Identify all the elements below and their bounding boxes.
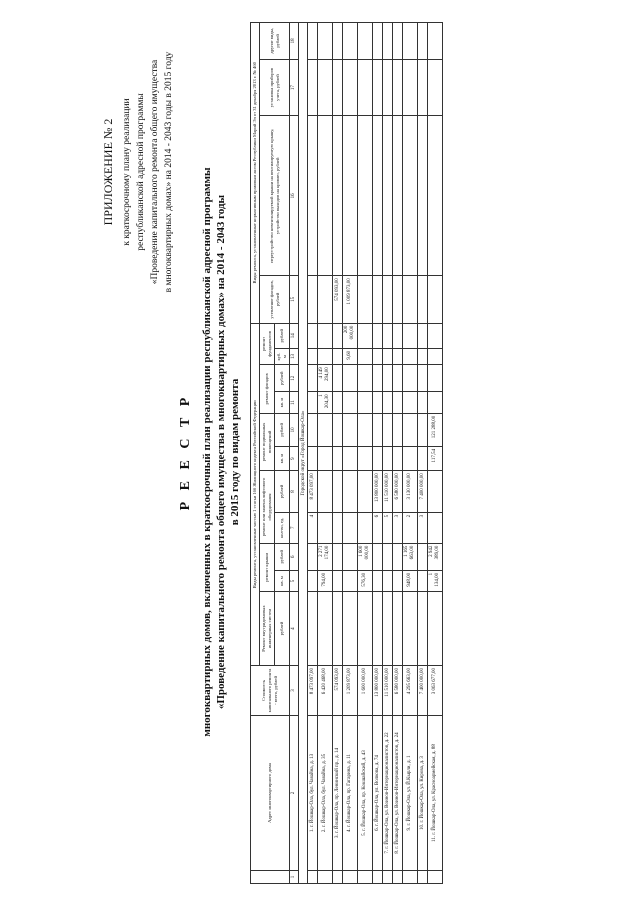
row-cell-c14 [428, 323, 443, 348]
row-cell-c8: 6 580 000,00 [393, 471, 403, 513]
row-cell-c12 [383, 365, 393, 392]
row-cell-c16 [428, 116, 443, 276]
row-cell-c13 [403, 348, 418, 364]
row-cell-c10: 121 288,00 [428, 413, 443, 446]
row-cell-c5: 948,00 [403, 570, 418, 591]
row-cell-c9 [383, 446, 393, 470]
row-num-cell [383, 871, 393, 884]
row-cell-c10 [393, 413, 403, 446]
row-cell-c4 [428, 592, 443, 666]
header-basement: ремонт подвальных помещений [260, 413, 275, 471]
col-num: 4 [290, 592, 299, 666]
row-cell-c5 [383, 570, 393, 591]
header-insulation: утепление фасадов, рублей [260, 276, 290, 323]
row-cell-c6 [383, 543, 393, 570]
row-cell-c7: 5 [383, 512, 393, 543]
row-cell-c14 [358, 323, 373, 348]
row-cell-c18 [308, 23, 318, 60]
row-cell-c6: 2 271 174,00 [318, 543, 333, 570]
row-cell-c13: 9,60 [343, 348, 358, 364]
row-cell-c6 [343, 543, 358, 570]
row-cell-c17 [308, 59, 318, 116]
header-num [251, 871, 290, 884]
unit-cbm: куб. м [275, 348, 290, 364]
row-cell-c6 [373, 543, 383, 570]
row-cell-c15 [403, 276, 418, 323]
row-cell-c12 [343, 365, 358, 392]
unit-qty: кол-во, ед. [275, 512, 290, 543]
column-numbers-row [290, 23, 299, 884]
row-cell-c9 [373, 446, 383, 470]
row-cell-c7 [343, 512, 358, 543]
row-cell-c10 [403, 413, 418, 446]
row-cell-c15 [428, 276, 443, 323]
row-cell-c16 [403, 116, 418, 276]
row-cell-c14 [308, 323, 318, 348]
row-cell-c8 [343, 471, 358, 513]
row-address: 1. г. Йошкар-Ола, бул. Чавайна, д. 13 [308, 716, 318, 871]
row-cell-c18 [418, 23, 428, 60]
col-num: 3 [290, 666, 299, 716]
header-meters: установка приборов учета, рублей [260, 59, 290, 116]
row-cell-c8 [333, 471, 343, 513]
row-cell-c16 [383, 116, 393, 276]
row-cell-c7: 3 [418, 512, 428, 543]
row-num-cell [418, 871, 428, 884]
row-cell-c14: 200 000,00 [343, 323, 358, 348]
row-cell-c5 [373, 570, 383, 591]
row-cell-c6 [308, 543, 318, 570]
row-cell-c18 [358, 23, 373, 60]
row-cell-c11 [383, 392, 393, 413]
row-num-cell [358, 871, 373, 884]
col-num: 7 [290, 512, 299, 543]
col-num: 8 [290, 471, 299, 513]
unit-rub: рублей [275, 543, 290, 570]
row-cell-c9 [403, 446, 418, 470]
col-num: 11 [290, 392, 299, 413]
row-cell-c18 [428, 23, 443, 60]
row-cell-c4 [308, 592, 318, 666]
unit-sqm: кв. м [275, 392, 290, 413]
registry-table [250, 22, 443, 884]
row-cell-c11 [333, 392, 343, 413]
col-num: 9 [290, 446, 299, 470]
row-cell-c9 [418, 446, 428, 470]
row-cell-c4 [373, 592, 383, 666]
row-cell-c14 [418, 323, 428, 348]
table-row [318, 23, 333, 884]
row-cell-c13 [358, 348, 373, 364]
row-address: 4. г. Йошкар-Ола, пр. Гагарина, д. 11 [343, 716, 358, 871]
unit-rub: рублей [275, 413, 290, 446]
row-cell-c13 [428, 348, 443, 364]
header-address: Адрес многоквартирного дома [251, 716, 290, 871]
row-cell-c7: 2 [403, 512, 418, 543]
title-line: в 2015 году по видам ремонта [229, 378, 241, 526]
row-cell-c17 [358, 59, 373, 116]
table-row [373, 23, 383, 884]
table-row [383, 23, 393, 884]
row-cell-c4 [318, 592, 333, 666]
title-line: «Проведение капитального ремонта общего имущества в многоквартирных домах» на 2014 - 2043 годы [215, 194, 227, 710]
row-address: 3. г. Йошкар-Ола, пр. Ленинский пр., д. 14 [333, 716, 343, 871]
row-address: 8. г. Йошкар-Ола, ул. Воинов-Интернационалистов, д. 24 [393, 716, 403, 871]
header-internal: Ремонт внутридомовых инженерных систем [260, 592, 275, 666]
row-num-cell [318, 871, 333, 884]
row-cell-c17 [393, 59, 403, 116]
row-cell-c6: 1 600 000,00 [358, 543, 373, 570]
rotated-document [100, 12, 540, 892]
row-cell-c15 [383, 276, 393, 323]
row-cell-c16 [418, 116, 428, 276]
row-cell-c13 [393, 348, 403, 364]
row-cell-c5: 576,30 [358, 570, 373, 591]
row-cell-c12 [333, 365, 343, 392]
row-cell-c17 [343, 59, 358, 116]
row-cell-c8 [318, 471, 333, 513]
header-facade: ремонт фасадов [260, 365, 275, 414]
row-cell-c9 [358, 446, 373, 470]
table-row [428, 23, 443, 884]
row-cost: 8 473 097,00 [308, 666, 318, 716]
row-cell-c8: 8 473 097,00 [308, 471, 318, 513]
row-cell-c12 [428, 365, 443, 392]
row-num-cell [308, 871, 318, 884]
row-cell-c6 [333, 543, 343, 570]
unit-sqm: кв. м [275, 446, 290, 470]
row-cell-c4 [393, 592, 403, 666]
col-num: 13 [290, 348, 299, 364]
row-cell-c11 [418, 392, 428, 413]
row-cell-c6: 2 942 389,00 [428, 543, 443, 570]
row-cost: 6 420 468,00 [318, 666, 333, 716]
header-group-rme: Виды ремонта, установленные нормативным правовым актом Республики Марий Эл от 31 декабря 2013 г. № 460 [251, 23, 260, 324]
row-cell-c10 [343, 413, 358, 446]
col-num: 1 [290, 871, 299, 884]
table-row [393, 23, 403, 884]
row-cell-c15 [318, 276, 333, 323]
table-row [333, 23, 343, 884]
row-cell-c8: 13 800 000,00 [373, 471, 383, 513]
row-cell-c18 [343, 23, 358, 60]
unit-sqm: кв. м [275, 570, 290, 591]
row-cell-c15 [393, 276, 403, 323]
row-cell-c14 [403, 323, 418, 348]
row-cell-c17 [383, 59, 393, 116]
row-num-cell [428, 871, 443, 884]
col-num: 15 [290, 276, 299, 323]
row-cost: 1 600 000,00 [358, 666, 373, 716]
appendix-block [100, 22, 176, 322]
row-cell-c18 [393, 23, 403, 60]
row-cell-c5 [393, 570, 403, 591]
row-cell-c7 [428, 512, 443, 543]
row-cell-c11 [343, 392, 358, 413]
table-row [343, 23, 358, 884]
row-cell-c14 [393, 323, 403, 348]
row-cell-c17 [373, 59, 383, 116]
row-cell-c18 [383, 23, 393, 60]
row-cell-c10 [418, 413, 428, 446]
row-cost: 13 800 000,00 [373, 666, 383, 716]
table-row [358, 23, 373, 884]
row-cell-c13 [308, 348, 318, 364]
row-cell-c7: 4 [308, 512, 318, 543]
header-group-166: Виды ремонта, установленные частью 1 статьи 166 Жилищного кодекса Российской Федерации [251, 323, 260, 665]
row-cell-c16 [373, 116, 383, 276]
col-num: 14 [290, 323, 299, 348]
col-num: 16 [290, 116, 299, 276]
row-cell-c9 [318, 446, 333, 470]
row-address: 7. г. Йошкар-Ола, ул. Воинов-Интернационалистов, д. 22 [383, 716, 393, 871]
row-cell-c4 [358, 592, 373, 666]
row-cell-c15 [358, 276, 373, 323]
row-cell-c10 [383, 413, 393, 446]
row-cell-c12 [358, 365, 373, 392]
row-cell-c12 [393, 365, 403, 392]
row-cell-c17 [428, 59, 443, 116]
row-cost: 1 209 873,00 [343, 666, 358, 716]
row-cell-c14 [383, 323, 393, 348]
header-rearrange: переустройство невентилируемой крыши на вентилируемую крышу, устройство выходов на кровлю, рублей [260, 116, 290, 276]
row-cell-c6 [393, 543, 403, 570]
col-num: 17 [290, 59, 299, 116]
row-cell-c15: 1 009 873,00 [343, 276, 358, 323]
row-cell-c16 [308, 116, 318, 276]
row-cell-c4 [403, 592, 418, 666]
row-cell-c6: 1 165 663,00 [403, 543, 418, 570]
header-other: другие виды, рублей [260, 23, 290, 60]
appendix-line: республиканской адресной программы [136, 93, 146, 251]
row-cell-c8: 3 130 000,00 [403, 471, 418, 513]
row-cell-c9: 117,54 [428, 446, 443, 470]
row-cost: 4 295 663,00 [403, 666, 418, 716]
header-row-1 [251, 23, 260, 884]
row-num-cell [393, 871, 403, 884]
row-cell-c5: 1 134,00 [428, 570, 443, 591]
row-cell-c7: 3 [393, 512, 403, 543]
row-cost: 6 580 000,00 [393, 666, 403, 716]
row-num-cell [343, 871, 358, 884]
row-cell-c11 [403, 392, 418, 413]
row-cell-c11 [308, 392, 318, 413]
row-cell-c9 [308, 446, 318, 470]
row-cell-c4 [418, 592, 428, 666]
col-num: 12 [290, 365, 299, 392]
section-row [299, 23, 308, 884]
row-cell-c18 [318, 23, 333, 60]
row-cell-c16 [393, 116, 403, 276]
section-title: Городской округ «Город Йошкар-Ола» [299, 23, 308, 884]
row-cell-c10 [358, 413, 373, 446]
row-cell-c12 [403, 365, 418, 392]
row-cost: 11 510 000,00 [383, 666, 393, 716]
row-cell-c14 [318, 323, 333, 348]
row-cell-c11 [393, 392, 403, 413]
table-body [308, 23, 443, 884]
header-foundation: ремонт фундаментов [260, 323, 275, 365]
row-cell-c9 [343, 446, 358, 470]
row-cell-c16 [358, 116, 373, 276]
row-cell-c4 [333, 592, 343, 666]
row-address: 6. г. Йошкар-Ола, ул. Волкова, д. 74 [373, 716, 383, 871]
row-cell-c5: 794,00 [318, 570, 333, 591]
unit-rub: рублей [275, 592, 290, 666]
col-num: 2 [290, 716, 299, 871]
col-num: 10 [290, 413, 299, 446]
row-cell-c11: 1 204,30 [318, 392, 333, 413]
row-cell-c15 [373, 276, 383, 323]
document-title [178, 42, 242, 862]
row-cell-c16 [333, 116, 343, 276]
appendix-line: к краткосрочному плану реализации [122, 98, 132, 246]
row-cell-c17 [333, 59, 343, 116]
row-cell-c7: 6 [373, 512, 383, 543]
row-cell-c18 [373, 23, 383, 60]
row-cell-c17 [318, 59, 333, 116]
row-num-cell [373, 871, 383, 884]
row-cell-c11 [358, 392, 373, 413]
row-cell-c5 [343, 570, 358, 591]
row-cost: 3 063 677,00 [428, 666, 443, 716]
appendix-line: «Проведение капитального ремонта общего имущества [150, 59, 160, 285]
row-address: 2. г. Йошкар-Ола, бул. Чавайна, д. 35 [318, 716, 333, 871]
row-cell-c12 [308, 365, 318, 392]
row-cell-c18 [333, 23, 343, 60]
row-cell-c17 [418, 59, 428, 116]
row-cell-c5 [418, 570, 428, 591]
row-cell-c8 [428, 471, 443, 513]
row-cell-c17 [403, 59, 418, 116]
row-cost: 7 400 000,00 [418, 666, 428, 716]
row-cell-c13 [418, 348, 428, 364]
row-cell-c11 [373, 392, 383, 413]
unit-rub: рублей [275, 323, 290, 348]
row-cell-c8: 11 510 000,00 [383, 471, 393, 513]
row-cell-c15 [418, 276, 428, 323]
row-cell-c5 [308, 570, 318, 591]
row-num-cell [403, 871, 418, 884]
table-row [308, 23, 318, 884]
row-cell-c16 [318, 116, 333, 276]
row-cell-c7 [333, 512, 343, 543]
appendix-line: в многоквартирных домах» на 2014 - 2043 годы в 2015 году [164, 51, 174, 293]
row-cell-c13 [383, 348, 393, 364]
col-num: 5 [290, 570, 299, 591]
row-cell-c6 [418, 543, 428, 570]
row-cell-c9 [393, 446, 403, 470]
header-roof: ремонт крыши [260, 543, 275, 592]
row-cell-c8 [358, 471, 373, 513]
row-cell-c4 [383, 592, 393, 666]
row-cell-c4 [343, 592, 358, 666]
row-cell-c8: 7 400 000,00 [418, 471, 428, 513]
header-cost: Стоимость капитального ремонта - всего, рублей [251, 666, 290, 716]
row-cell-c7 [318, 512, 333, 543]
unit-rub: рублей [275, 365, 290, 392]
row-cell-c10 [333, 413, 343, 446]
row-cell-c5 [333, 570, 343, 591]
row-cell-c7 [358, 512, 373, 543]
row-cell-c13 [373, 348, 383, 364]
row-cell-c15 [308, 276, 318, 323]
table-row [403, 23, 418, 884]
row-cell-c15: 574 093,00 [333, 276, 343, 323]
row-address: 9. г. Йошкар-Ола, ул. Й.Кырли, д. 1 [403, 716, 418, 871]
row-cell-c12: 4 149 294,00 [318, 365, 333, 392]
row-cell-c14 [373, 323, 383, 348]
row-cell-c10 [318, 413, 333, 446]
row-num-cell [333, 871, 343, 884]
row-cell-c16 [343, 116, 358, 276]
row-cell-c9 [333, 446, 343, 470]
row-cost: 574 093,00 [333, 666, 343, 716]
title-line: многоквартирных домов, включенных в краткосрочный план реализации республиканской адресной программы [201, 167, 213, 737]
row-cell-c11 [428, 392, 443, 413]
row-address: 5. г. Йошкар-Ола, пр. Кокшайский, д. 43 [358, 716, 373, 871]
row-cell-c12 [373, 365, 383, 392]
row-cell-c12 [418, 365, 428, 392]
appendix-heading: ПРИЛОЖЕНИЕ № 2 [101, 118, 115, 226]
header-elevator: ремонт или замена лифтового оборудования [260, 471, 275, 543]
row-cell-c13 [333, 348, 343, 364]
row-cell-c10 [373, 413, 383, 446]
row-address: 10. г. Йошкар-Ола, ул. Кирова, д. 3 [418, 716, 428, 871]
row-cell-c13 [318, 348, 333, 364]
reestr-heading: Р Е Е С Т Р [178, 393, 193, 511]
row-cell-c18 [403, 23, 418, 60]
table-row [418, 23, 428, 884]
row-address: 11. г. Йошкар-Ола, ул. Красноармейская, д. 88 [428, 716, 443, 871]
unit-rub: рублей [275, 471, 290, 513]
col-num: 18 [290, 23, 299, 60]
col-num: 6 [290, 543, 299, 570]
row-cell-c14 [333, 323, 343, 348]
row-cell-c10 [308, 413, 318, 446]
